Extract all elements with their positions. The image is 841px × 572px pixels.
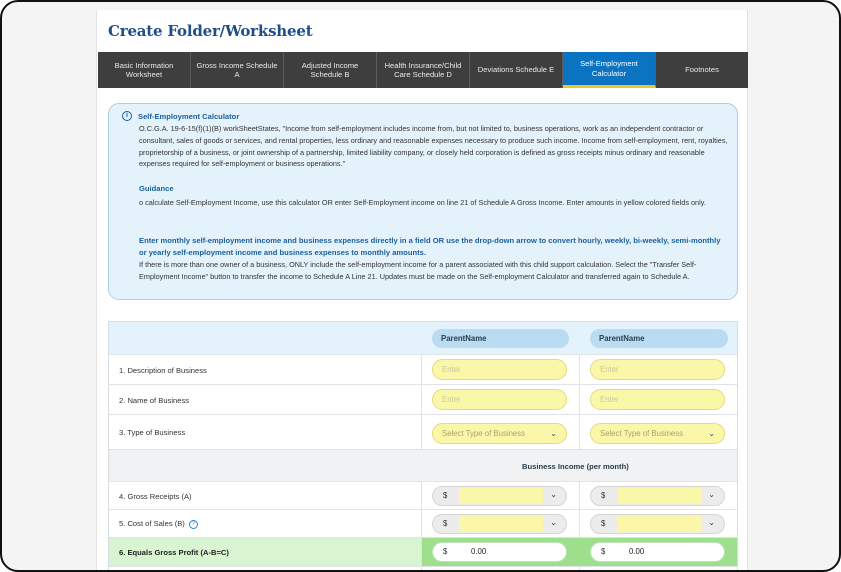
section-title: Business Income (per month): [522, 462, 629, 471]
tab-gross-income[interactable]: Gross Income Schedule A: [191, 52, 284, 88]
amount-field[interactable]: [459, 488, 543, 504]
info-heading: Self-Employment Calculator: [138, 112, 240, 121]
currency-symbol: $: [443, 491, 448, 500]
table-row: [109, 355, 737, 385]
amount-field[interactable]: [617, 516, 701, 532]
business-type-select[interactable]: [590, 423, 725, 444]
guidance-text: o calculate Self-Employment Income, use this calculator OR enter Self-Employment income on line 21 of Schedule A Gross Income. Enter amounts in yellow colored fields only.: [139, 198, 706, 207]
gross-profit-row: [109, 538, 737, 567]
chevron-down-icon[interactable]: ⌄: [550, 518, 557, 527]
parent-header: ParentName: [590, 329, 728, 348]
description-input[interactable]: Enter: [432, 359, 567, 380]
tab-health-insurance[interactable]: Health Insurance/Child Care Schedule D: [377, 52, 470, 88]
chevron-down-icon[interactable]: ⌄: [708, 518, 715, 527]
table-row: [109, 510, 737, 538]
business-type-select[interactable]: [432, 423, 567, 444]
amount-field[interactable]: [617, 488, 701, 504]
business-name-input[interactable]: Enter: [432, 389, 567, 410]
chevron-down-icon: ⌄: [550, 429, 557, 438]
help-icon[interactable]: ?: [189, 520, 198, 529]
worksheet-card: [96, 10, 748, 572]
type-label: 3. Type of Business: [119, 428, 186, 437]
tab-bar: [98, 52, 748, 88]
chevron-down-icon: ⌄: [708, 429, 715, 438]
cost-of-sales-label: 5. Cost of Sales (B) ?: [119, 519, 198, 529]
gross-receipts-label: 4. Gross Receipts (A): [119, 492, 192, 501]
currency-symbol: $: [443, 547, 448, 556]
table-row: [109, 415, 737, 450]
chevron-down-icon[interactable]: ⌄: [708, 490, 715, 499]
currency-symbol: $: [601, 547, 606, 556]
business-type-value: Select Type of Business: [442, 429, 526, 438]
guidance-heading: Guidance: [139, 184, 174, 193]
table-row: [109, 482, 737, 510]
description-input[interactable]: Enter: [590, 359, 725, 380]
table-row: [109, 385, 737, 415]
name-label: 2. Name of Business: [119, 396, 190, 405]
tab-adjusted-income[interactable]: Adjusted Income Schedule B: [284, 52, 377, 88]
gross-profit-label: 6. Equals Gross Profit (A-B=C): [119, 548, 229, 557]
amount-field[interactable]: [459, 516, 543, 532]
currency-symbol: $: [601, 491, 606, 500]
chevron-down-icon[interactable]: ⌄: [550, 490, 557, 499]
gross-receipts-input[interactable]: [432, 486, 567, 506]
description-label: 1. Description of Business: [119, 366, 207, 375]
tab-footnotes[interactable]: Footnotes: [685, 65, 719, 75]
section-header-row: [109, 450, 737, 482]
gross-profit-amount: 0.00: [629, 547, 645, 556]
owner-note: If there is more than one owner of a business, ONLY include the self-employment income for a parent associated with this child support calculation. Select the "Transfer Self-Employment Income" button to transfer the income to Schedule A Line 21. Updates must be made on the Self-employment Calculator and transferred again to Schedule A.: [139, 260, 697, 281]
statute-text: O.C.G.A. 19-6-15(f)(1)(B) workSheetStates, "Income from self-employment includes income from, but not limited to, business operations, work as an independent contractor or consultant, sales of goods or services, and rental properties, less ordinary and reasonable expenses necessary to produce such income. Income from self-employment, rent, royalties, proprietorship of a business, or joint ownership of a partnership, limited liability company, or closely held corporation is defined as gross receipts minus ordinary and reasonable expenses required for self-employment or business operations.": [139, 124, 728, 169]
self-employment-table: [108, 321, 738, 572]
conversion-instruction: Enter monthly self-employment income and business expenses directly in a field OR use the drop-down arrow to convert hourly, weekly, bi-weekly, semi-monthly or yearly self-employment income and business expenses to monthly amounts.: [139, 236, 721, 257]
parent-header-row: [109, 322, 737, 355]
currency-symbol: $: [443, 519, 448, 528]
gross-profit-value: [432, 542, 567, 562]
business-type-value: Select Type of Business: [600, 429, 684, 438]
parent-header: ParentName: [432, 329, 569, 348]
info-icon: i: [122, 111, 132, 121]
cost-of-sales-input[interactable]: [590, 514, 725, 534]
business-name-input[interactable]: Enter: [590, 389, 725, 410]
tab-self-employment-calculator[interactable]: Self-Employment Calculator: [563, 52, 656, 88]
currency-symbol: $: [601, 519, 606, 528]
cost-of-sales-input[interactable]: [432, 514, 567, 534]
page-title: Create Folder/Worksheet: [108, 22, 313, 40]
gross-profit-value: [590, 542, 725, 562]
info-panel: [108, 103, 738, 300]
gross-profit-amount: 0.00: [471, 547, 487, 556]
gross-receipts-input[interactable]: [590, 486, 725, 506]
tab-basic-information[interactable]: Basic Information Worksheet: [98, 52, 191, 88]
tab-deviations[interactable]: Deviations Schedule E: [470, 52, 563, 88]
